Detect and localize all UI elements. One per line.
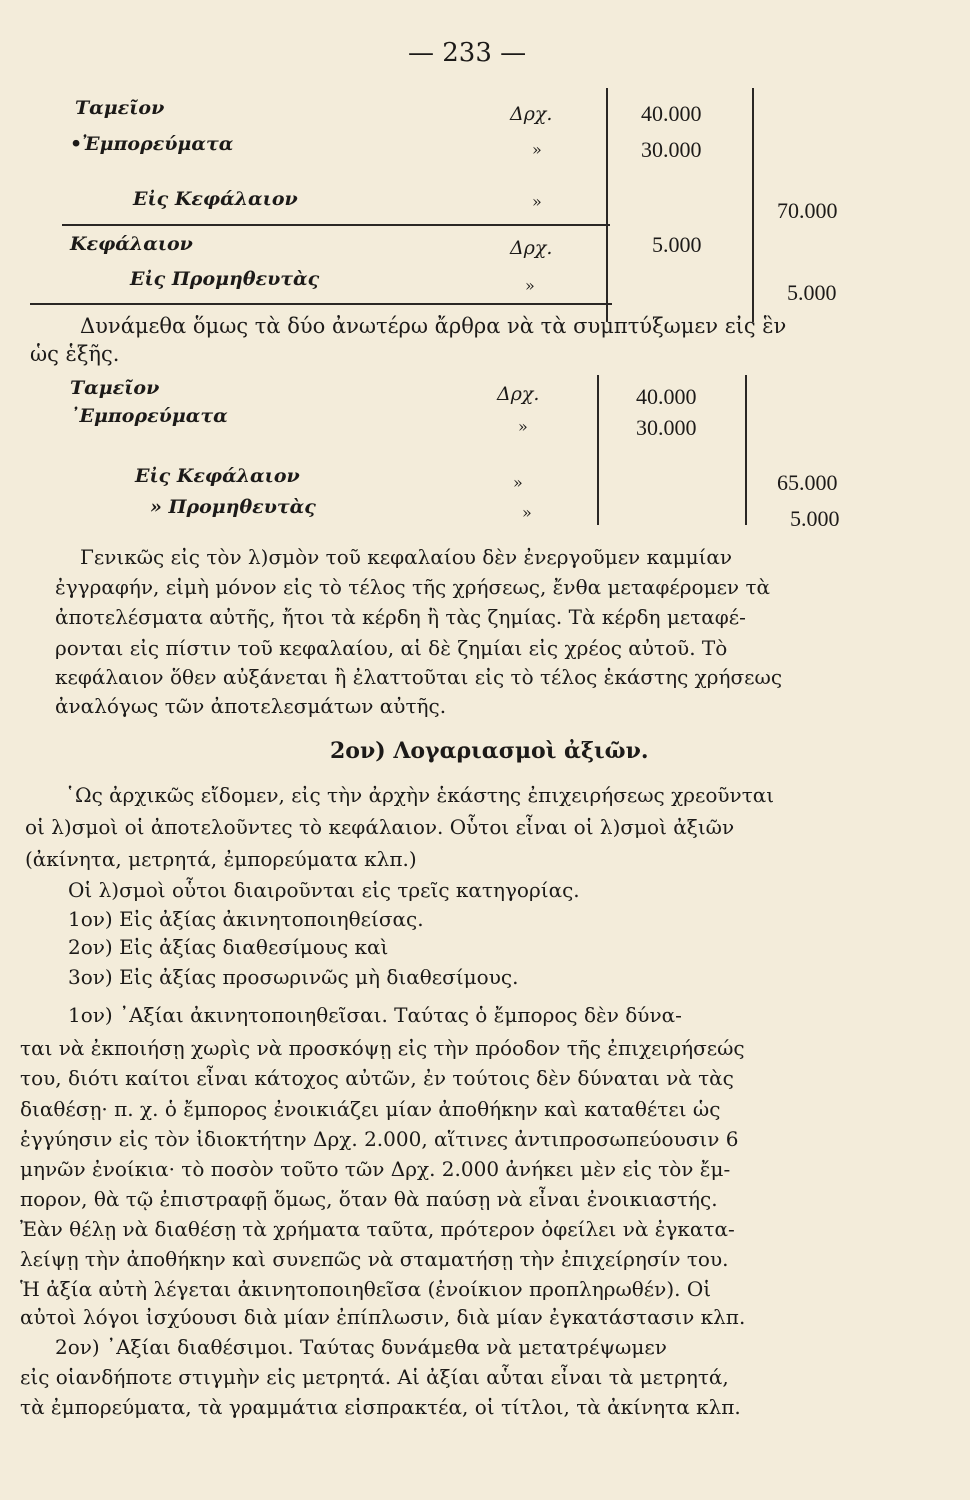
credit-account: Εἰς Προμηθευτὰς xyxy=(130,268,320,290)
ditto-mark: » xyxy=(522,503,532,522)
body-text-line: τὰ ἐμπορεύματα, τὰ γραμμάτια εἰσπρακτέα, οἱ τίτλοι, τὰ ἀκίνητα κλπ. xyxy=(20,1395,741,1419)
page-number: — 233 — xyxy=(408,38,527,68)
section-heading: 2ον) Λογαριασμοὶ ἀξιῶν. xyxy=(330,738,649,764)
body-text-line: αὐτοὶ λόγοι ἰσχύουσι διὰ μίαν ἐπίπλωσιν, διὰ μίαν ἐγκατάστασιν κλπ. xyxy=(20,1305,746,1329)
credit-account: Εἰς Κεφάλαιον xyxy=(135,465,300,487)
body-text-line: Ἡ ἀξία αὐτὴ λέγεται ἀκινητοποιηθεῖσα (ἐνοίκιον προπληρωθέν). Οἱ xyxy=(20,1277,712,1301)
body-text-line: ἐγγύησιν εἰς τὸν ἰδιοκτήτην Δρχ. 2.000, αἵτινες ἀντιπροσωπεύουσιν 6 xyxy=(20,1127,739,1151)
body-text-line: διαθέσῃ· π. χ. ὁ ἔμπορος ἐνοικιάζει μίαν ἀποθήκην καὶ καταθέτει ὡς xyxy=(20,1097,721,1121)
column-rule xyxy=(597,375,599,525)
debit-amount: 40.000 xyxy=(636,384,697,409)
debit-amount: 30.000 xyxy=(636,415,697,440)
body-text-line: κεφάλαιον ὅθεν αὐξάνεται ἢ ἐλαττοῦται εἰς τὸ τέλος ἑκάστης χρήσεως xyxy=(55,665,783,689)
body-text-line: Οἱ λ)σμοὶ οὗτοι διαιροῦνται εἰς τρεῖς κατηγορίας. xyxy=(68,878,580,902)
body-text-line: λείψῃ τὴν ἀποθήκην καὶ συνεπῶς νὰ σταματήσῃ τὴν ἐπιχείρησίν του. xyxy=(20,1247,729,1271)
body-text-line: ἀναλόγως τῶν ἀποτελεσμάτων αὐτῆς. xyxy=(55,694,447,718)
debit-account: Ταμεῖον xyxy=(70,377,160,399)
body-text-line: 2ον) ᾿Αξίαι διαθέσιμοι. Ταύτας δυνάμεθα νὰ μετατρέψωμεν xyxy=(55,1335,667,1359)
body-text-line: ἀποτελέσματα αὐτῆς, ἤτοι τὰ κέρδη ἢ τὰς ζημίας. Τὰ κέρδη μεταφέ- xyxy=(55,605,746,629)
body-text-line: Ἐὰν θέλῃ νὰ διαθέσῃ τὰ χρήματα ταῦτα, πρότερον ὀφείλει νὰ ἐγκατα- xyxy=(20,1217,735,1241)
credit-account: Εἰς Κεφάλαιον xyxy=(133,188,298,210)
column-rule xyxy=(745,375,747,525)
column-rule xyxy=(752,88,754,322)
body-text-line: Γενικῶς εἰς τὸν λ)σμὸν τοῦ κεφαλαίου δὲν ἐνεργοῦμεν καμμίαν xyxy=(80,545,733,569)
list-item: 1ον) Εἰς ἀξίας ἀκινητοποιηθείσας. xyxy=(68,907,424,931)
body-text-line: πορον, θὰ τῷ ἐπιστραφῇ ὅμως, ὅταν θὰ παύσῃ νὰ εἶναι ἐνοικιαστής. xyxy=(20,1187,718,1211)
body-text-line: ται νὰ ἐκποιήσῃ χωρὶς νὰ προσκόψῃ εἰς τὴν πρόοδον τῆς ἐπιχειρήσεώς xyxy=(20,1036,745,1060)
body-text-line: 1ον) ᾿Αξίαι ἀκινητοποιηθεῖσαι. Ταύτας ὁ ἔμπορος δὲν δύνα- xyxy=(68,1003,682,1027)
body-text-line: Δυνάμεθα ὅμως τὰ δύο ἀνωτέρω ἄρθρα νὰ τὰ συμπτύξωμεν εἰς ἓν xyxy=(80,314,787,338)
debit-account: •Ἐμπορεύματα xyxy=(70,133,234,155)
credit-amount: 5.000 xyxy=(790,506,840,531)
credit-amount: 5.000 xyxy=(787,280,837,305)
list-item: 2ον) Εἰς ἀξίας διαθεσίμους καὶ xyxy=(68,935,389,959)
ditto-mark: » xyxy=(532,140,542,159)
body-text-line: (ἀκίνητα, μετρητά, ἐμπορεύματα κλπ.) xyxy=(25,847,417,871)
currency-label: Δρχ. xyxy=(497,383,540,405)
debit-amount: 5.000 xyxy=(652,232,702,257)
currency-label: Δρχ. xyxy=(510,237,553,259)
ditto-mark: » xyxy=(525,276,535,295)
body-text-line: ρονται εἰς πίστιν τοῦ κεφαλαίου, αἱ δὲ ζημίαι εἰς χρέος αὐτοῦ. Τὸ xyxy=(55,636,728,660)
credit-amount: 65.000 xyxy=(777,470,838,495)
debit-account: Κεφάλαιον xyxy=(70,233,193,255)
debit-account: Ταμεῖον xyxy=(75,97,165,119)
ditto-mark: » xyxy=(518,417,528,436)
body-text-line: οἱ λ)σμοὶ οἱ ἀποτελοῦντες τὸ κεφάλαιον. Οὗτοι εἶναι οἱ λ)σμοὶ ἀξιῶν xyxy=(25,815,735,839)
debit-amount: 30.000 xyxy=(641,137,702,162)
credit-amount: 70.000 xyxy=(777,198,838,223)
column-rule xyxy=(606,88,608,322)
body-text-line: εἰς οἱανδήποτε στιγμὴν εἰς μετρητά. Αἱ ἀξίαι αὗται εἶναι τὰ μετρητά, xyxy=(20,1365,729,1389)
body-text-line: ὡς ἑξῆς. xyxy=(30,342,120,366)
body-text-line: ῾Ως ἀρχικῶς εἴδομεν, εἰς τὴν ἀρχὴν ἑκάστης ἐπιχειρήσεως χρεοῦνται xyxy=(65,783,775,807)
entry-separator xyxy=(30,303,612,305)
entry-separator xyxy=(62,224,610,226)
body-text-line: ἐγγραφήν, εἰμὴ μόνον εἰς τὸ τέλος τῆς χρήσεως, ἔνθα μεταφέρομεν τὰ xyxy=(55,575,771,599)
debit-amount: 40.000 xyxy=(641,101,702,126)
debit-account: ᾿Εμπορεύματα xyxy=(70,405,228,427)
credit-account: » Προμηθευτὰς xyxy=(150,496,316,518)
currency-label: Δρχ. xyxy=(510,103,553,125)
ditto-mark: » xyxy=(532,192,542,211)
list-item: 3ον) Εἰς ἀξίας προσωρινῶς μὴ διαθεσίμους. xyxy=(68,965,519,989)
body-text-line: μηνῶν ἐνοίκια· τὸ ποσὸν τοῦτο τῶν Δρχ. 2.000 ἀνήκει μὲν εἰς τὸν ἔμ- xyxy=(20,1157,731,1181)
ditto-mark: » xyxy=(513,473,523,492)
body-text-line: του, διότι καίτοι εἶναι κάτοχος αὐτῶν, ἐν τούτοις δὲν δύναται νὰ τὰς xyxy=(20,1066,734,1090)
